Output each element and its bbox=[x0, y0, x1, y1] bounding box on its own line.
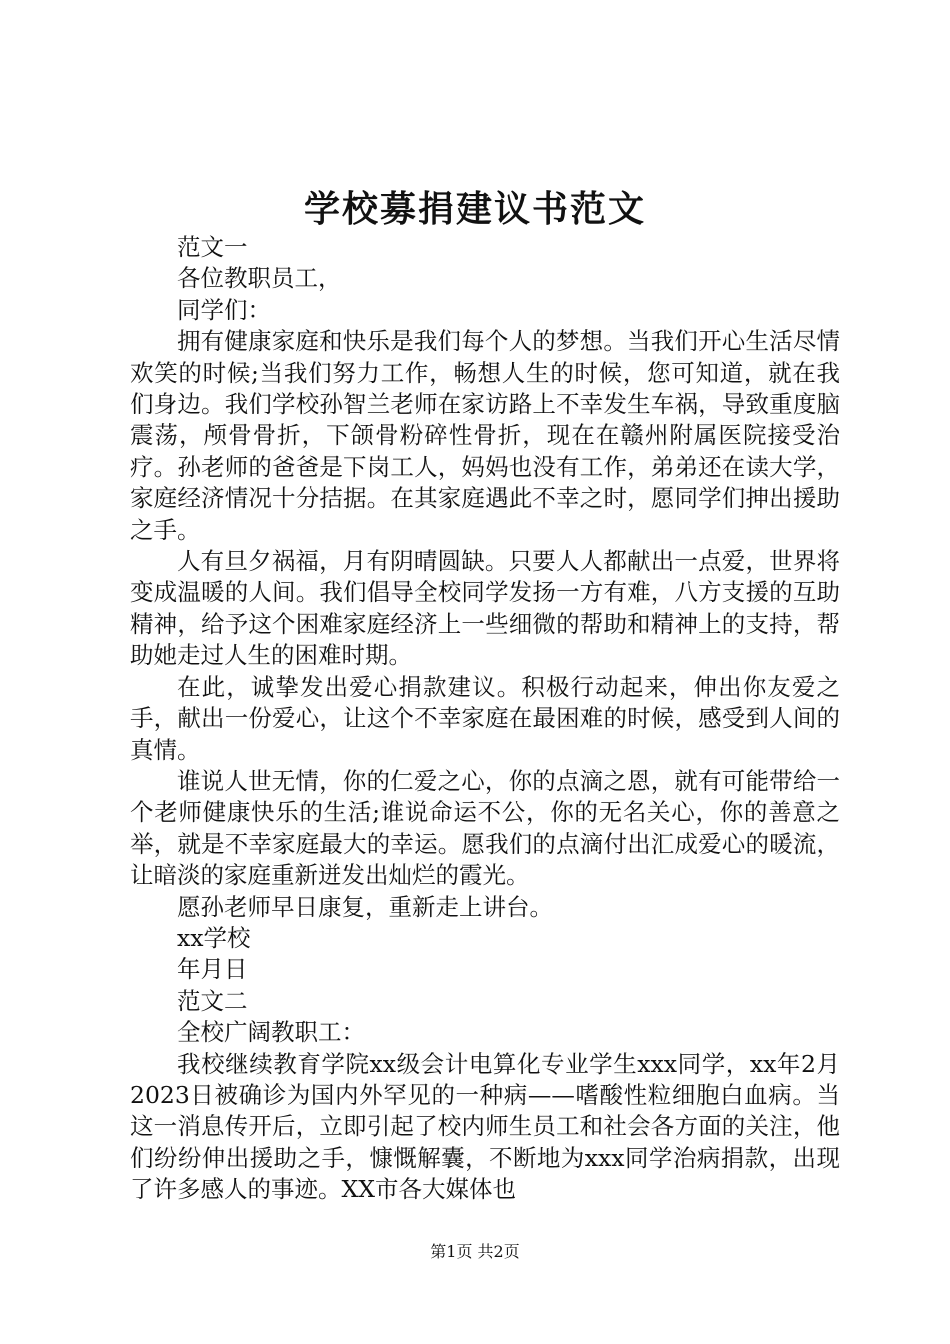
document-title: 学校募捐建议书范文 bbox=[303, 188, 646, 230]
paragraph: 愿孙老师早日康复，重新走上讲台。 bbox=[177, 892, 553, 921]
paragraph: 拥有健康家庭和快乐是我们每个人的梦想。当我们开心生活尽情欢笑的时候;当我们努力工作，畅想人生的时候，您可知道，就在我们身边。我们学校孙智兰老师在家访路上不幸发生车祸，导致重度脑震荡，颅骨骨折，下颌骨粉碎性骨折，现在在赣州附属医院接受治疗。孙老师的爸爸是下岗工人，妈妈也没有工作，弟弟还在读大学，家庭经济情况十分拮据。在其家庭遇此不幸之时，愿同学们抻出援助之手。 bbox=[130, 327, 840, 544]
paragraph: 范文一 bbox=[177, 233, 248, 261]
document-body bbox=[130, 232, 840, 1206]
paragraph: 谁说人世无情，你的仁爱之心，你的点滴之恩，就有可能带给一个老师健康快乐的生活;谁说命运不公，你的无名关心，你的善意之举，就是不幸家庭最大的幸运。愿我们的点滴付出汇成爱心的暖流，让暗淡的家庭重新迸发出灿烂的霞光。 bbox=[130, 766, 840, 890]
paragraph: 同学们： bbox=[177, 295, 271, 324]
paragraph: 在此，诚挚发出爱心捐款建议。积极行动起来，伸出你友爱之手，献出一份爱心，让这个不幸家庭在最困难的时候，感受到人间的真情。 bbox=[130, 672, 840, 764]
paragraph: xx学校 bbox=[177, 923, 251, 952]
paragraph: 年月日 bbox=[177, 955, 248, 984]
page-number-footer: 第1页 共2页 bbox=[430, 1242, 520, 1261]
paragraph: 我校继续教育学院xx级会计电算化专业学生xxx同学，xx年2月2023日被确诊为国内外罕见的一种病——嗜酸性粒细胞白血病。当这一消息传开后，立即引起了校内师生员工和社会各方面的关注，他们纷纷伸出援助之手，慷慨解囊，不断地为xxx同学治病捐款，出现了许多感人的事迹。XX市各大媒体也 bbox=[130, 1049, 840, 1204]
paragraph: 范文二 bbox=[177, 986, 248, 1015]
paragraph: 全校广阔教职工： bbox=[177, 1018, 365, 1047]
paragraph: 各位教职员工， bbox=[177, 264, 342, 293]
paragraph: 人有旦夕祸福，月有阴晴圆缺。只要人人都献出一点爱，世界将变成温暖的人间。我们倡导全校同学发扬一方有难，八方支援的互助精神，给予这个困难家庭经济上一些细微的帮助和精神上的支持，帮助她走过人生的困难时期。 bbox=[130, 547, 840, 670]
